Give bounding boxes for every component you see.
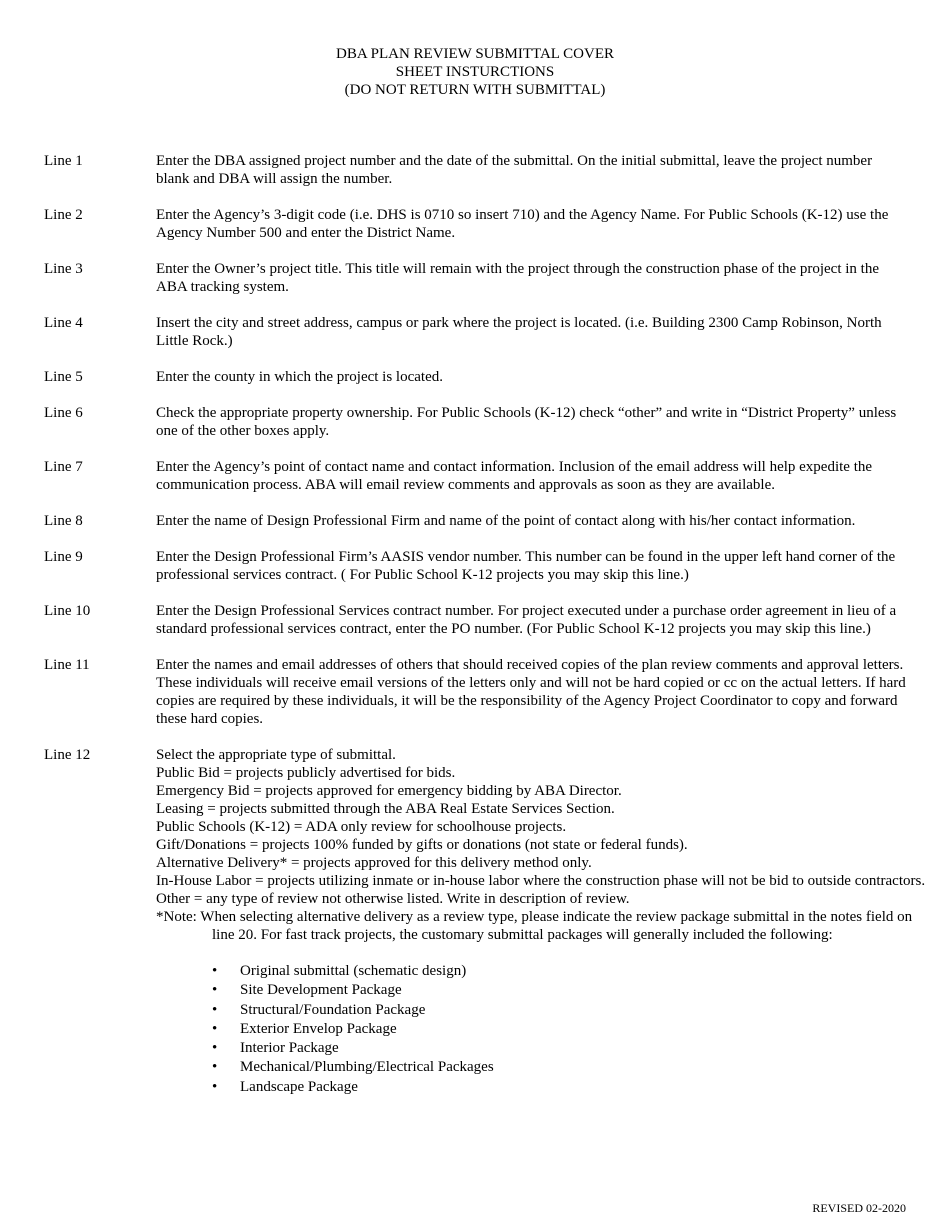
revision-date: REVISED 02-2020 [812, 1201, 906, 1215]
line-label: Line 11 [44, 657, 90, 673]
list-item: • Exterior Envelop Package [212, 1020, 946, 1039]
line-instruction: Enter the Owner’s project title. This title will remain with the project through the construction phase of the project in the ABA tracking system. [156, 261, 880, 295]
line-instruction: Enter the names and email addresses of others that should received copies of the plan review comments and approval letters. These individuals will receive email versions of the letters only and will not be hard copied or cc on the actual letters. If hard copies are required by these individuals, it will be the responsibility of the Agency Project Coordinator to copy and forward these hard copies. [156, 657, 906, 727]
line-instruction: Enter the name of Design Professional Firm and name of the point of contact along with his/her contact information. [156, 513, 856, 529]
instruction-line-8 [44, 512, 944, 530]
instruction-line-6 [44, 404, 944, 440]
title-line-2: SHEET INSTURCTIONS [395, 64, 555, 80]
line-instruction: Enter the county in which the project is located. [156, 369, 443, 385]
list-item: • Structural/Foundation Package [212, 1001, 946, 1020]
instruction-line-2 [44, 206, 944, 242]
line-label: Line 7 [44, 459, 83, 475]
line-label: Line 9 [44, 549, 83, 565]
submittal-type-intro: Select the appropriate type of submittal. [156, 747, 396, 763]
instruction-line-11 [44, 656, 944, 728]
option-public-schools: Public Schools (K-12) = ADA only review for schoolhouse projects. [156, 819, 567, 835]
instruction-line-12 [44, 746, 944, 1097]
document-title [0, 45, 950, 99]
option-in-house-labor: In-House Labor = projects utilizing inmate or in-house labor where the construction phase will not be bid to outside contractors. [156, 873, 926, 889]
line-label: Line 6 [44, 405, 83, 421]
line-instruction: Enter the DBA assigned project number and the date of the submittal. On the initial submittal, leave the project number blank and DBA will assign the number. [156, 153, 873, 187]
list-item: • Original submittal (schematic design) [212, 962, 946, 981]
line-label: Line 3 [44, 261, 83, 277]
option-leasing: Leasing = projects submitted through the ABA Real Estate Services Section. [156, 801, 615, 817]
line-instruction: Enter the Agency’s point of contact name and contact information. Inclusion of the email address will help expedite the communication process. ABA will email review comments and approvals as soon as they are available. [156, 459, 873, 493]
title-line-1: DBA PLAN REVIEW SUBMITTAL COVER [336, 46, 614, 62]
list-item: • Site Development Package [212, 981, 946, 1000]
instruction-line-10 [44, 602, 944, 638]
line-label: Line 4 [44, 315, 83, 331]
option-public-bid: Public Bid = projects publicly advertised for bids. [156, 765, 456, 781]
instruction-line-4 [44, 314, 944, 350]
line-label: Line 10 [44, 603, 91, 619]
line-label: Line 8 [44, 513, 83, 529]
instruction-line-9 [44, 548, 944, 584]
list-item: • Mechanical/Plumbing/Electrical Packages [212, 1058, 946, 1077]
title-line-3: (DO NOT RETURN WITH SUBMITTAL) [344, 82, 606, 98]
option-other: Other = any type of review not otherwise listed. Write in description of review. [156, 891, 630, 907]
submittal-type-section [156, 746, 946, 1097]
instruction-line-7 [44, 458, 944, 494]
option-alternative-delivery: Alternative Delivery* = projects approved for this delivery method only. [156, 855, 592, 871]
instruction-list [44, 152, 944, 1097]
instruction-line-5 [44, 368, 944, 386]
list-item: • Landscape Package [212, 1078, 946, 1097]
line-label: Line 5 [44, 369, 83, 385]
line-label: Line 12 [44, 747, 91, 763]
instruction-line-3 [44, 260, 944, 296]
alternative-delivery-note: *Note: When selecting alternative delivery as a review type, please indicate the review package submittal in the notes field on [156, 909, 913, 925]
submittal-package-list [156, 962, 946, 1097]
list-item: • Interior Package [212, 1039, 946, 1058]
line-instruction: Enter the Design Professional Firm’s AASIS vendor number. This number can be found in the upper left hand corner of the professional services contract. ( For Public School K-12 projects you may skip this line.) [156, 549, 896, 583]
option-gift-donations: Gift/Donations = projects 100% funded by gifts or donations (not state or federal funds). [156, 837, 688, 853]
line-label: Line 1 [44, 153, 83, 169]
line-label: Line 2 [44, 207, 83, 223]
line-instruction: Enter the Design Professional Services contract number. For project executed under a purchase order agreement in lieu of a standard professional services contract, enter the PO number. (For Public School K-12 projects you may skip this line.) [156, 603, 897, 637]
instruction-line-1 [44, 152, 944, 188]
line-instruction: Insert the city and street address, campus or park where the project is located. (i.e. Building 2300 Camp Robinson, North Little Rock.) [156, 315, 882, 349]
option-emergency-bid: Emergency Bid = projects approved for emergency bidding by ABA Director. [156, 783, 622, 799]
submittal-type-options [156, 764, 946, 908]
line-instruction: Enter the Agency’s 3-digit code (i.e. DHS is 0710 so insert 710) and the Agency Name. For Public Schools (K-12) use the Agency Number 500 and enter the District Name. [156, 207, 889, 241]
line-instruction: Check the appropriate property ownership. For Public Schools (K-12) check “other” and write in “District Property” unless one of the other boxes apply. [156, 405, 897, 439]
alternative-delivery-note-continued: line 20. For fast track projects, the customary submittal packages will generally included the following: [212, 927, 833, 943]
